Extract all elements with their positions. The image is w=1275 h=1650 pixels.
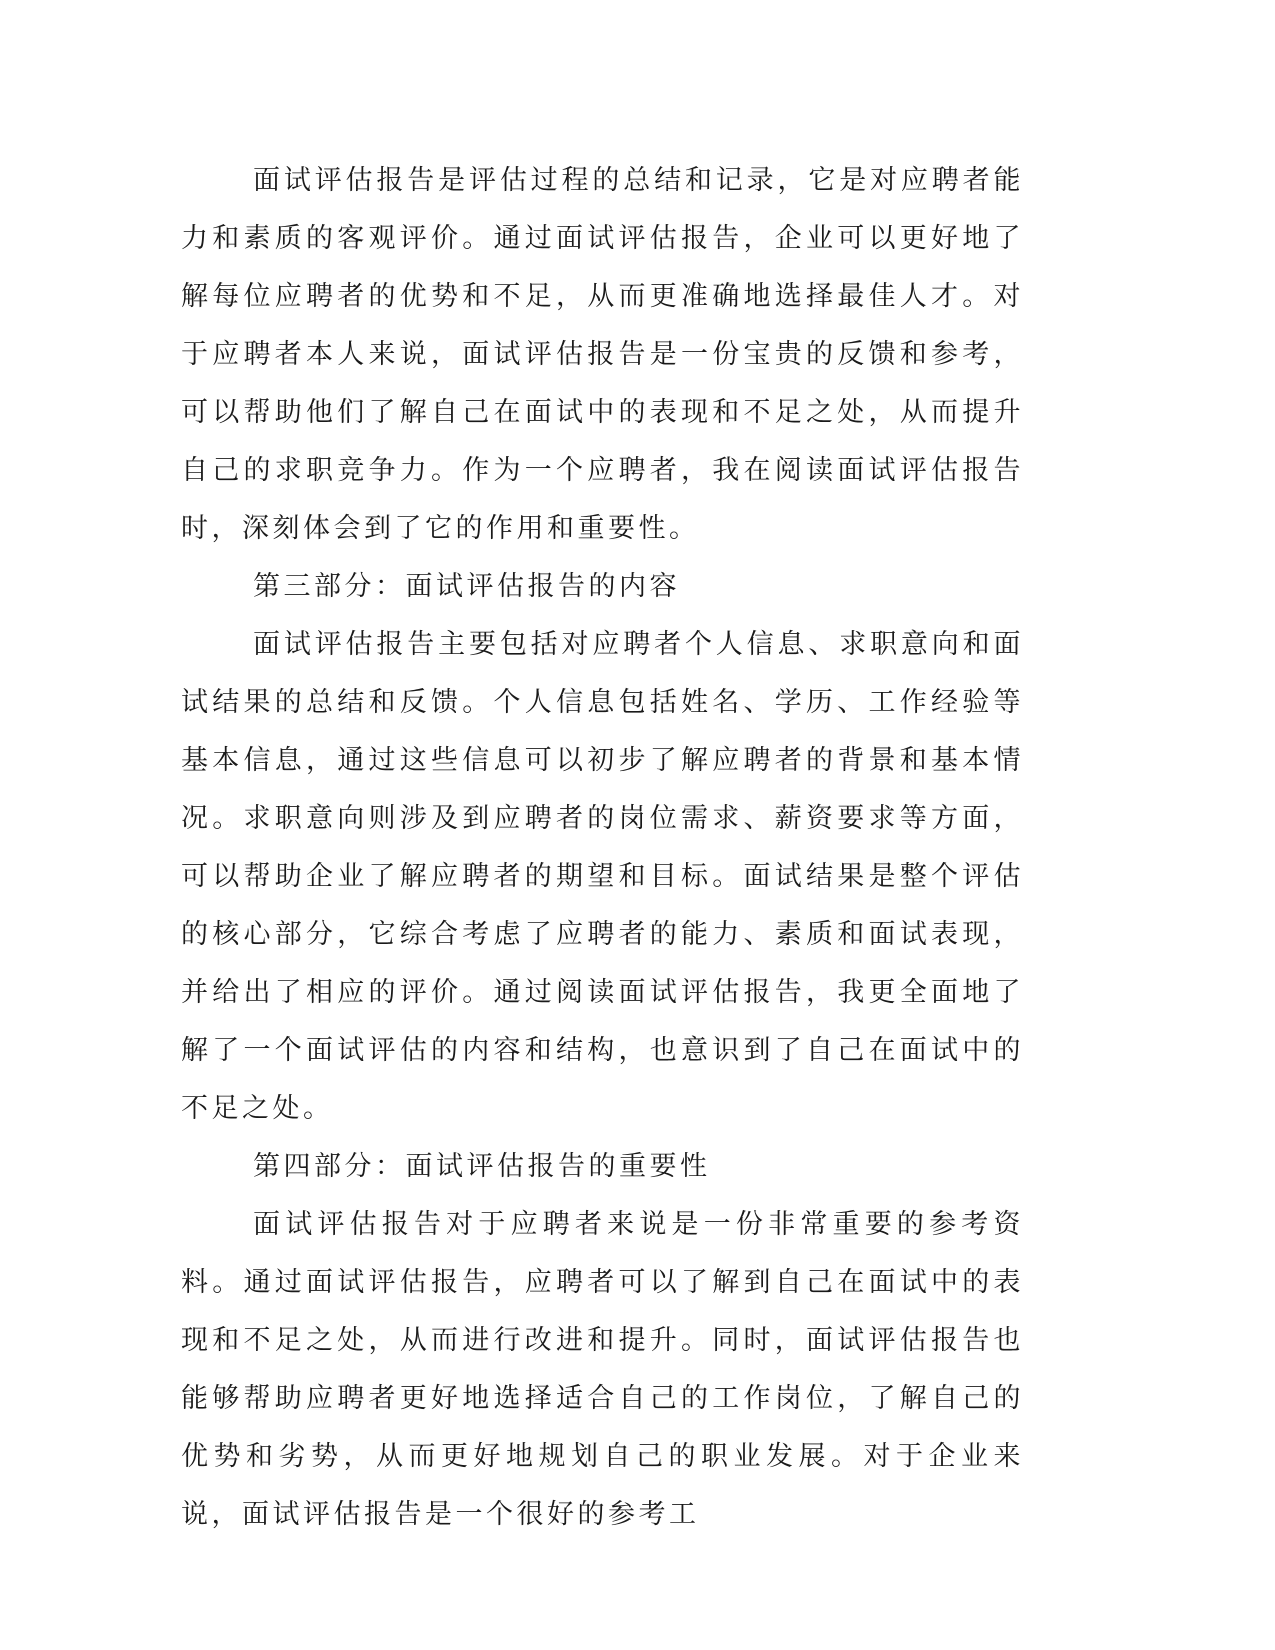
paragraph-report-content: 面试评估报告主要包括对应聘者个人信息、求职意向和面试结果的总结和反馈。个人信息包括姓名、学历、工作经验等基本信息，通过这些信息可以初步了解应聘者的背景和基本情况。求职意向则涉及到应聘者的岗位需求、薪资要求等方面，可以帮助企业了解应聘者的期望和目标。面试结果是整个评估的核心部分，它综合考虑了应聘者的能力、素质和面试表现，并给出了相应的评价。通过阅读面试评估报告，我更全面地了解了一个面试评估的内容和结构，也意识到了自己在面试中的不足之处。 [181,629,1024,1124]
paragraph-report-importance: 面试评估报告对于应聘者来说是一份非常重要的参考资料。通过面试评估报告，应聘者可以了解到自己在面试中的表现和不足之处，从而进行改进和提升。同时，面试评估报告也能够帮助应聘者更好地选择适合自己的工作岗位，了解自己的优势和劣势，从而更好地规划自己的职业发展。对于企业来说，面试评估报告是一个很好的参考工 [181,1209,1024,1530]
section-heading-part-three: 第三部分：面试评估报告的内容 [253,571,680,602]
section-heading-part-four: 第四部分：面试评估报告的重要性 [253,1151,711,1182]
paragraph-report-summary: 面试评估报告是评估过程的总结和记录，它是对应聘者能力和素质的客观评价。通过面试评估报告，企业可以更好地了解每位应聘者的优势和不足，从而更准确地选择最佳人才。对于应聘者本人来说，面试评估报告是一份宝贵的反馈和参考，可以帮助他们了解自己在面试中的表现和不足之处，从而提升自己的求职竞争力。作为一个应聘者，我在阅读面试评估报告时，深刻体会到了它的作用和重要性。 [181,165,1024,544]
document-body [181,152,1024,1544]
